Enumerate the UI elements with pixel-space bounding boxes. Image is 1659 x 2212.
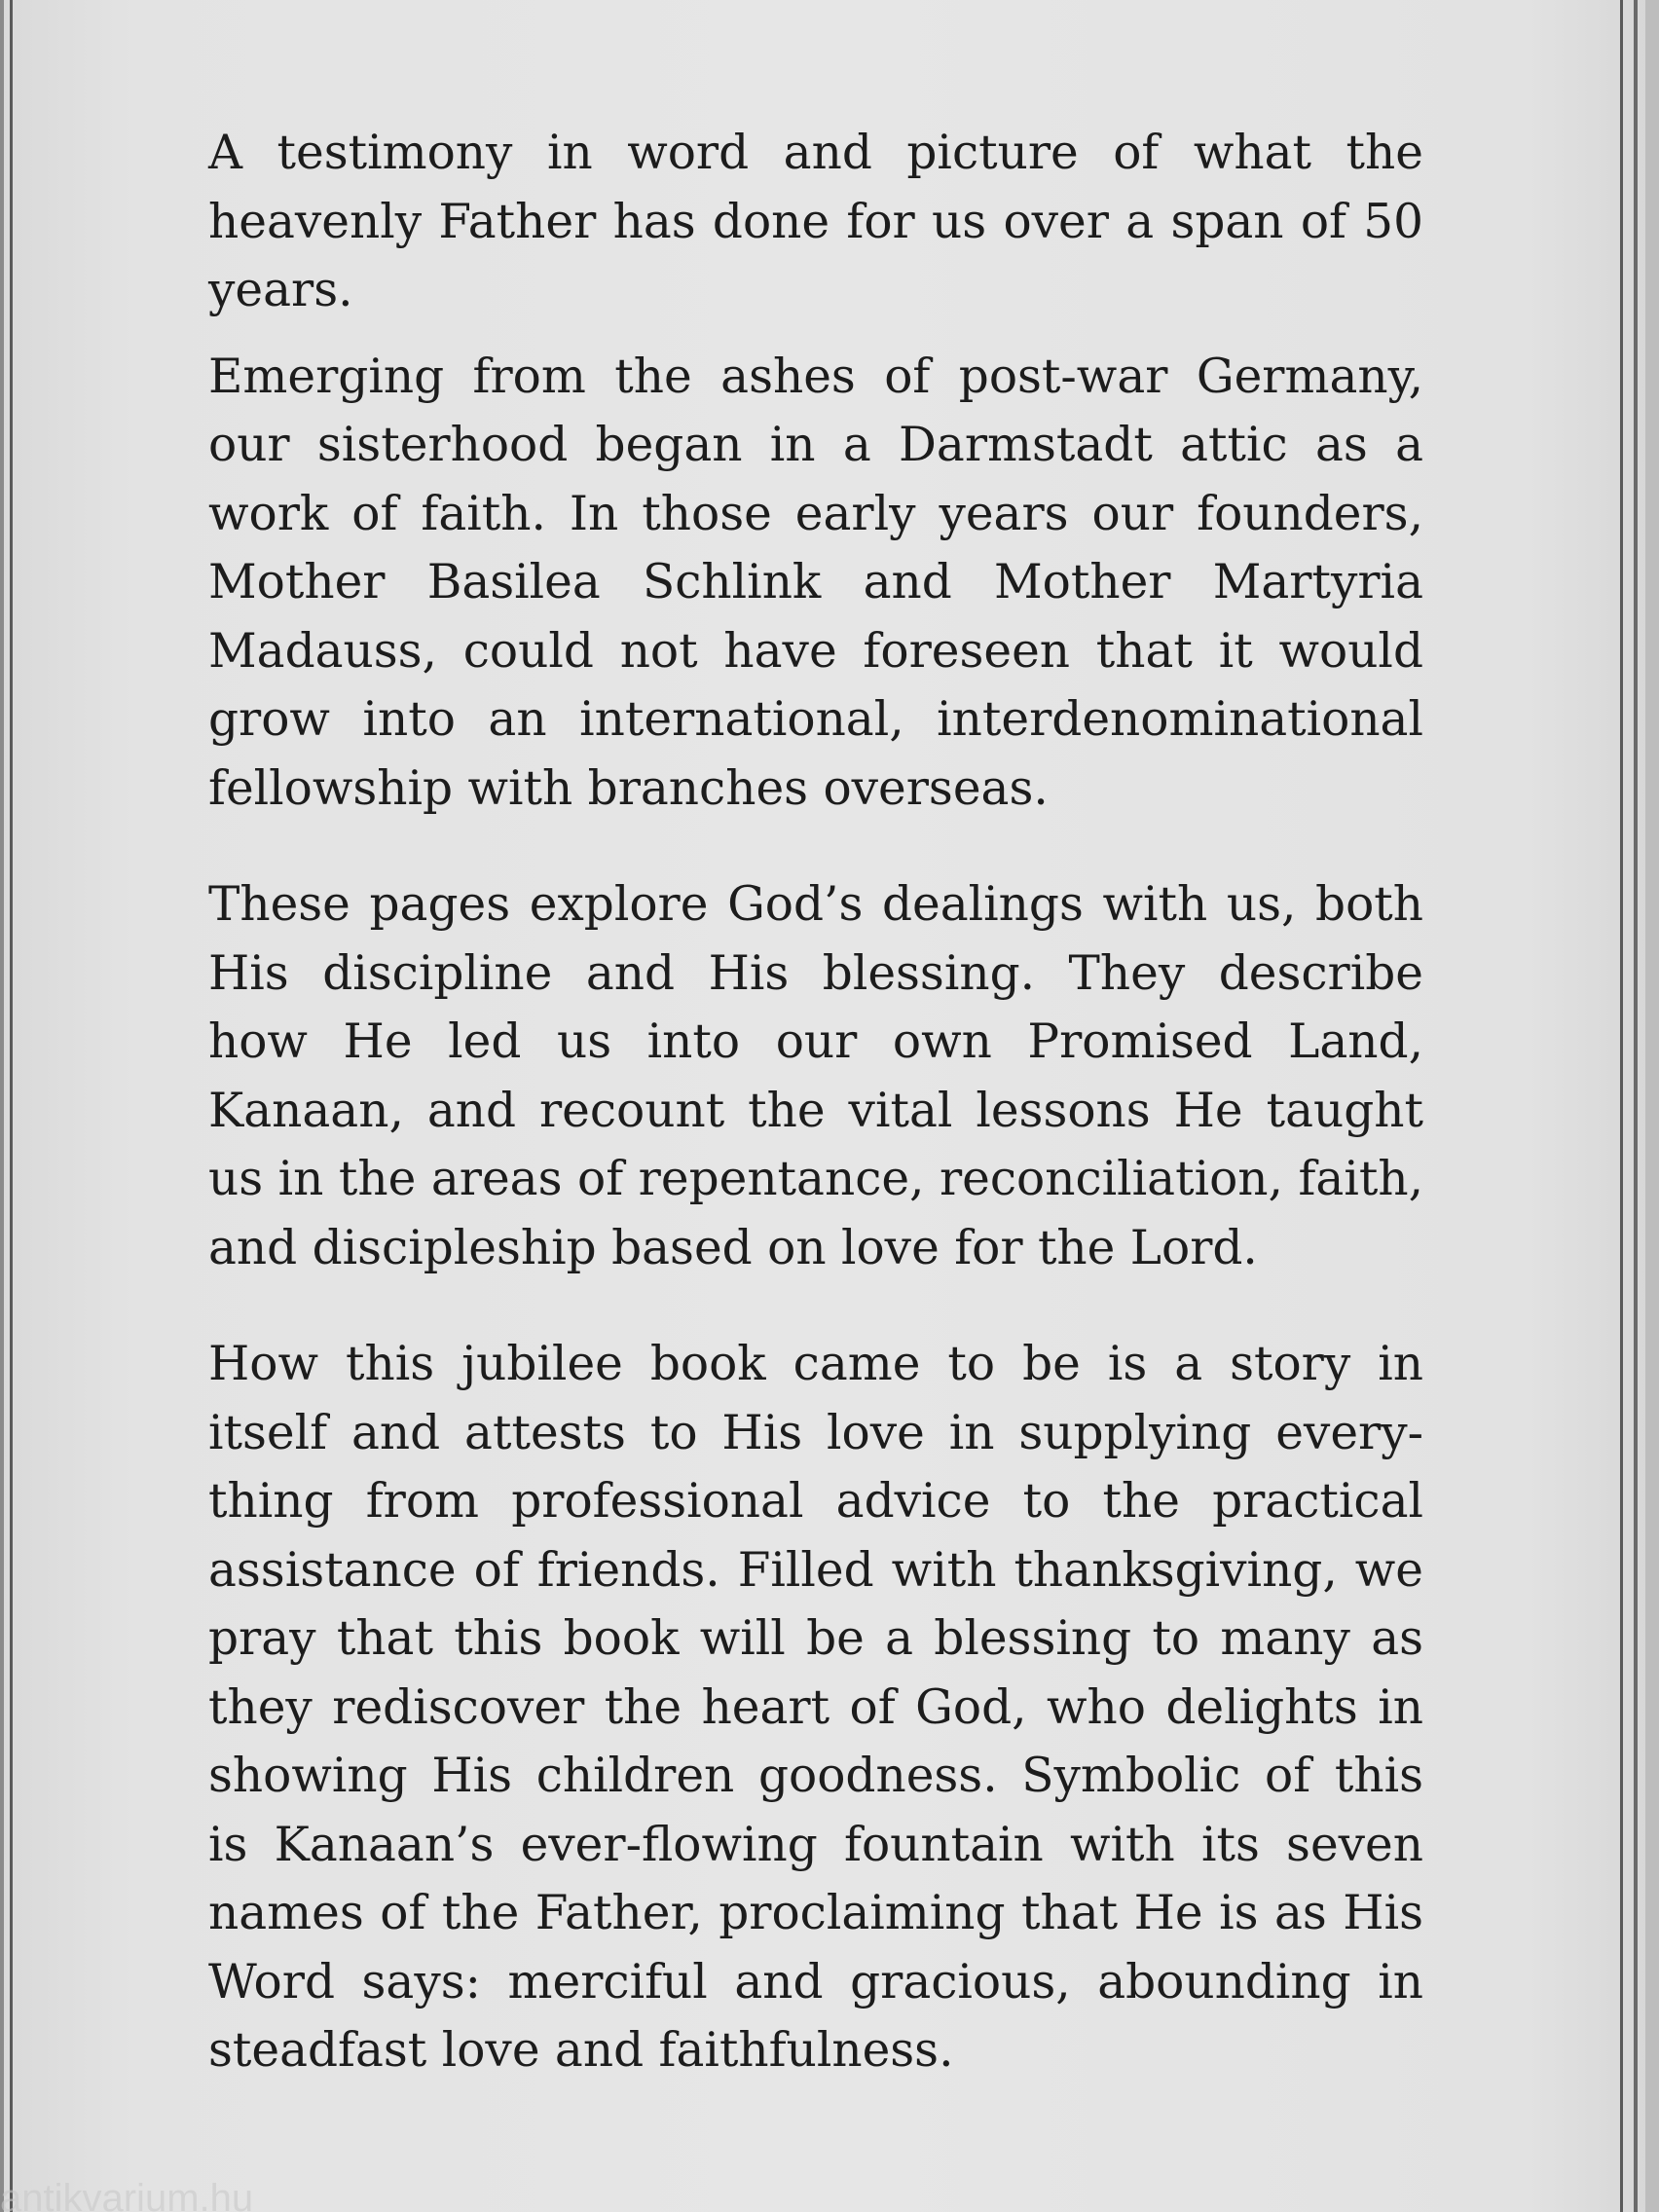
watermark-text: antikvarium.hu <box>0 2179 254 2212</box>
right-border-rule-inner <box>1620 0 1623 2212</box>
paragraph-jubilee-book: How this jubilee book came to be is a story in itself and attests to His love in supplying every-thing from professional advice to the practical assistance of friends. Filled with thanksgiving, we pray that this book will be a blessing to many as they rediscover the heart of God, who delights in showing His children goodness. Symbolic of this is Kanaan’s ever-flowing fountain with its seven names of the Father, proclaiming that He is as His Word says: merciful and gracious, abounding in steadfast love and faithfulness. <box>208 1337 1423 2078</box>
left-border-rule-outer <box>0 0 4 2212</box>
paragraph-lessons: These pages explore God’s dealings with us, both His discipline and His blessing. They describe how He led us into our own Promised Land, Kanaan, and recount the vital lessons He taught us in the areas of repentance, reconciliation, faith, and discipleship based on love for the Lord. <box>208 877 1423 1275</box>
left-border-rule-inner <box>10 0 13 2212</box>
paragraph-intro: A testimony in word and picture of what the heavenly Father has done for us over a span of 50 years. <box>208 126 1423 317</box>
paragraph-history: Emerging from the ashes of post-war Germany, our sisterhood began in a Darmstadt attic as a work of faith. In those early years our founders, Mother Basilea Schlink and Mother Martyria Madauss, could not have foreseen that it would grow into an international, interdenominational fellowship with branches overseas. <box>208 349 1423 816</box>
body-text <box>208 119 1423 2085</box>
page-edge-shadow <box>1645 0 1659 2212</box>
right-border-rule-outer <box>1634 0 1638 2212</box>
